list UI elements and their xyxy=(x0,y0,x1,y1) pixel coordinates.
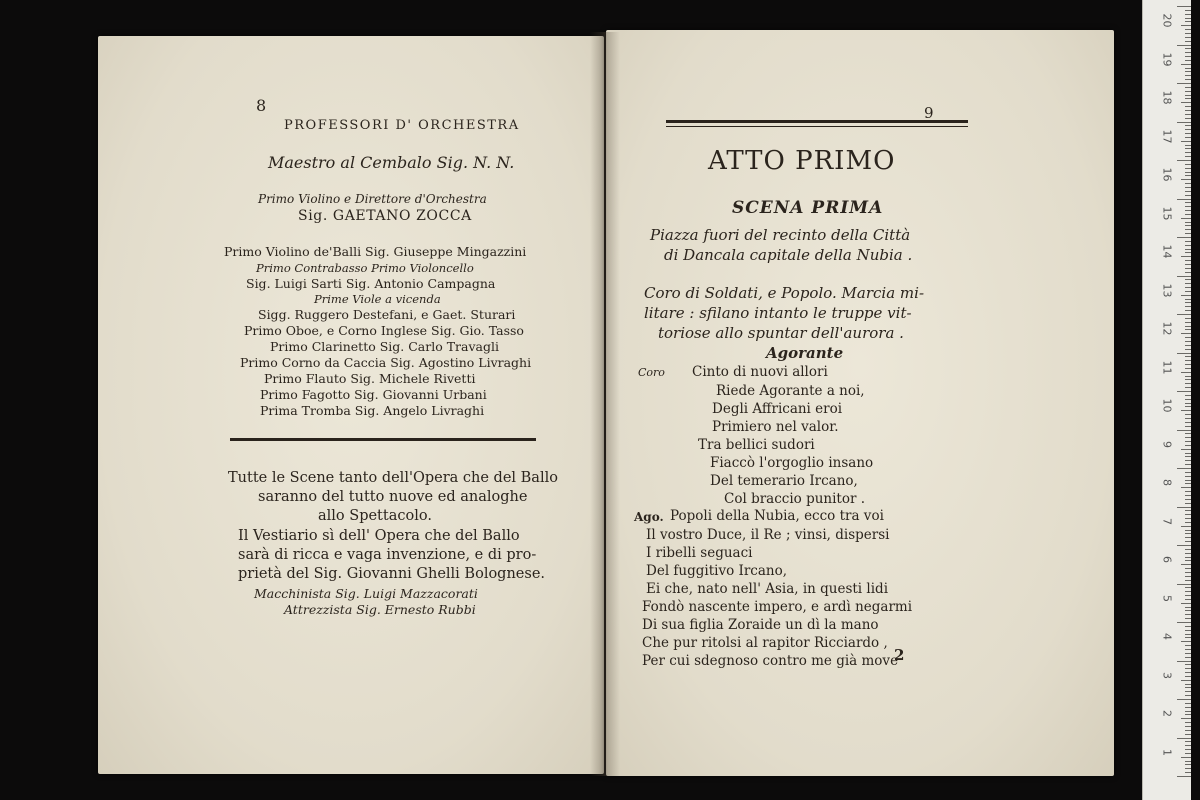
ruler-tick xyxy=(1185,260,1191,261)
divider-rule xyxy=(230,438,536,441)
ruler-tick xyxy=(1185,495,1191,496)
ruler-number: 6 xyxy=(1160,556,1174,563)
ruler-tick xyxy=(1185,772,1191,773)
ruler-number: 2 xyxy=(1160,710,1174,717)
verse-line: Riede Agorante a noi, xyxy=(716,383,865,399)
ruler-tick xyxy=(1185,326,1191,327)
ruler-number: 13 xyxy=(1160,283,1174,297)
ruler-tick xyxy=(1185,241,1191,242)
ruler-tick xyxy=(1185,91,1191,92)
ruler-tick xyxy=(1185,695,1191,696)
ruler-tick xyxy=(1185,591,1191,592)
ruler-number: 11 xyxy=(1160,360,1174,374)
ruler-tick xyxy=(1185,741,1191,742)
right-page xyxy=(606,30,1114,776)
ruler-number: 20 xyxy=(1160,13,1174,28)
speaker-ago: Ago. xyxy=(634,510,664,524)
ruler-tick xyxy=(1185,514,1191,515)
verse-line: Fiaccò l'orgoglio insano xyxy=(710,455,874,471)
header-rule xyxy=(666,120,968,123)
ruler-tick xyxy=(1185,730,1191,731)
ruler-tick xyxy=(1185,152,1191,153)
ruler-tick xyxy=(1181,680,1191,681)
verse-line: I ribelli seguaci xyxy=(646,545,753,561)
speaker-coro: Coro xyxy=(638,366,665,379)
ruler-tick xyxy=(1185,426,1191,427)
ruler-tick xyxy=(1185,745,1191,746)
orchestra-line: Sig. Luigi Sarti Sig. Antonio Campagna xyxy=(246,276,496,291)
ruler-tick xyxy=(1185,626,1191,627)
ruler-tick xyxy=(1185,672,1191,673)
ruler-tick xyxy=(1185,310,1191,311)
ruler-number: 7 xyxy=(1160,517,1174,525)
ruler-tick xyxy=(1185,572,1191,573)
ruler-tick xyxy=(1177,237,1191,238)
ruler-tick xyxy=(1185,403,1191,404)
page-number-left: 8 xyxy=(256,96,267,115)
ruler-tick xyxy=(1185,264,1191,265)
verse-line: Di sua figlia Zoraide un dì la mano xyxy=(642,617,879,633)
ruler-tick xyxy=(1185,568,1191,569)
ruler-tick xyxy=(1185,183,1191,184)
ruler-tick xyxy=(1181,64,1191,65)
ruler-tick xyxy=(1177,738,1191,739)
ruler-tick xyxy=(1185,329,1191,330)
verse-line: Del temerario Ircano, xyxy=(710,473,858,489)
ruler-tick xyxy=(1185,537,1191,538)
ruler-tick xyxy=(1185,106,1191,107)
ruler-tick xyxy=(1181,410,1191,411)
ruler-tick xyxy=(1185,60,1191,61)
ruler-tick xyxy=(1185,433,1191,434)
ruler-tick xyxy=(1185,164,1191,165)
ruler-tick xyxy=(1177,468,1191,469)
ruler-tick xyxy=(1185,726,1191,727)
scene-title: SCENA PRIMA xyxy=(732,198,884,218)
orchestra-line: Primo Contrabasso Primo Violoncello xyxy=(256,261,474,275)
ruler-tick xyxy=(1185,71,1191,72)
orchestra-line: Primo Oboe, e Corno Inglese Sig. Gio. Tasso xyxy=(244,323,524,338)
ruler-tick xyxy=(1185,233,1191,234)
primo-violino-name: Sig. GAETANO ZOCCA xyxy=(298,208,472,224)
ruler-tick xyxy=(1181,295,1191,296)
ruler-tick xyxy=(1185,68,1191,69)
ruler-number: 16 xyxy=(1160,167,1174,182)
ruler-tick xyxy=(1185,383,1191,384)
ruler-tick xyxy=(1185,587,1191,588)
ruler-tick xyxy=(1185,722,1191,723)
ruler-tick xyxy=(1185,191,1191,192)
stage-line: toriose allo spuntar dell'aurora . xyxy=(658,324,904,342)
ruler-tick xyxy=(1185,202,1191,203)
ruler-tick xyxy=(1185,464,1191,465)
ruler-tick xyxy=(1185,664,1191,665)
verse-line: Tra bellici sudori xyxy=(698,437,815,453)
orchestra-line: Primo Fagotto Sig. Giovanni Urbani xyxy=(260,387,487,402)
setting-line: Piazza fuori del recinto della Città xyxy=(650,226,911,244)
verse-line: Primiero nel valor. xyxy=(712,419,839,435)
ruler-tick xyxy=(1185,299,1191,300)
ruler-tick xyxy=(1185,399,1191,400)
ruler-tick xyxy=(1185,129,1191,130)
ruler-tick xyxy=(1177,430,1191,431)
ruler-number: 5 xyxy=(1160,594,1174,602)
ruler-tick xyxy=(1185,653,1191,654)
ruler-number: 17 xyxy=(1160,129,1174,143)
ruler-tick xyxy=(1185,287,1191,288)
notice-line: Macchinista Sig. Luigi Mazzacorati xyxy=(254,586,478,601)
ruler-tick xyxy=(1185,387,1191,388)
ruler-tick xyxy=(1177,699,1191,700)
notice-line: Il Vestiario sì dell' Opera che del Ballo xyxy=(238,528,520,544)
ruler-tick xyxy=(1185,337,1191,338)
ruler-tick xyxy=(1185,360,1191,361)
ruler-tick xyxy=(1185,48,1191,49)
ruler-tick xyxy=(1185,768,1191,769)
ruler-tick xyxy=(1185,279,1191,280)
ruler-number: 15 xyxy=(1160,206,1174,220)
ruler-number: 4 xyxy=(1160,633,1174,640)
ruler-tick xyxy=(1185,560,1191,561)
ruler-tick xyxy=(1185,156,1191,157)
ruler-tick xyxy=(1185,125,1191,126)
verse-line: Ei che, nato nell' Asia, in questi lidi xyxy=(646,581,889,597)
ruler-tick xyxy=(1185,349,1191,350)
ruler-tick xyxy=(1181,25,1191,26)
ruler-tick xyxy=(1185,645,1191,646)
ruler-tick xyxy=(1185,483,1191,484)
notice-line: saranno del tutto nuove ed analoghe xyxy=(258,489,528,505)
ruler-tick xyxy=(1185,734,1191,735)
setting-line: di Dancala capitale della Nubia . xyxy=(664,246,913,264)
ruler-number: 1 xyxy=(1160,748,1174,756)
ruler-tick xyxy=(1185,364,1191,365)
ruler-tick xyxy=(1185,75,1191,76)
ruler-tick xyxy=(1185,172,1191,173)
ruler-tick xyxy=(1185,175,1191,176)
ruler-tick xyxy=(1185,503,1191,504)
ruler-tick xyxy=(1185,676,1191,677)
ruler-tick xyxy=(1177,160,1191,161)
verse-line: Col braccio punitor . xyxy=(724,491,866,507)
ruler-tick xyxy=(1177,314,1191,315)
ruler-tick xyxy=(1181,641,1191,642)
ruler-tick xyxy=(1185,614,1191,615)
verse-line: Cinto di nuovi allori xyxy=(692,364,828,380)
ruler-tick xyxy=(1185,187,1191,188)
ruler-tick xyxy=(1185,476,1191,477)
ruler-tick xyxy=(1185,456,1191,457)
ruler-tick xyxy=(1185,252,1191,253)
ruler-tick xyxy=(1185,549,1191,550)
ruler-tick xyxy=(1185,148,1191,149)
primo-violino-title: Primo Violino e Direttore d'Orchestra xyxy=(258,192,487,206)
ruler-tick xyxy=(1185,98,1191,99)
ruler-tick xyxy=(1185,510,1191,511)
ruler-tick xyxy=(1185,33,1191,34)
ruler-tick xyxy=(1185,703,1191,704)
ruler-tick xyxy=(1177,6,1191,7)
stage-line: litare : sfilano intanto le truppe vit- xyxy=(644,304,912,322)
ruler-tick xyxy=(1185,480,1191,481)
ruler-tick xyxy=(1181,218,1191,219)
ruler-tick xyxy=(1185,18,1191,19)
ruler-tick xyxy=(1185,114,1191,115)
verse-line: Degli Affricani eroi xyxy=(712,401,843,417)
ruler-tick xyxy=(1185,764,1191,765)
act-title: ATTO PRIMO xyxy=(708,146,896,176)
notice-line: sarà di ricca e vaga invenzione, e di pro- xyxy=(238,547,537,563)
maestro-line: Maestro al Cembalo Sig. N. N. xyxy=(268,153,515,172)
ruler-tick xyxy=(1185,87,1191,88)
ruler-tick xyxy=(1185,499,1191,500)
ruler-tick xyxy=(1185,318,1191,319)
ruler-tick xyxy=(1185,533,1191,534)
ruler-tick xyxy=(1185,749,1191,750)
ruler-tick xyxy=(1185,657,1191,658)
ruler-tick xyxy=(1185,445,1191,446)
ruler-tick xyxy=(1185,229,1191,230)
ruler-tick xyxy=(1185,21,1191,22)
ruler-tick xyxy=(1185,379,1191,380)
ruler-number: 19 xyxy=(1160,52,1174,66)
book-gutter xyxy=(590,32,620,776)
orchestra-line: Primo Corno da Caccia Sig. Agostino Livraghi xyxy=(240,355,532,370)
ruler-tick xyxy=(1185,206,1191,207)
ruler-tick xyxy=(1185,245,1191,246)
ruler-tick xyxy=(1177,83,1191,84)
ruler-tick xyxy=(1185,302,1191,303)
ruler-tick xyxy=(1185,95,1191,96)
ruler-tick xyxy=(1185,322,1191,323)
ruler-tick xyxy=(1185,711,1191,712)
ruler-tick xyxy=(1185,607,1191,608)
header-rule-thin xyxy=(666,126,968,127)
ruler-tick xyxy=(1181,141,1191,142)
ruler-tick xyxy=(1185,168,1191,169)
ruler-tick xyxy=(1185,453,1191,454)
ruler-tick xyxy=(1185,14,1191,15)
ruler-tick xyxy=(1185,541,1191,542)
ruler-tick xyxy=(1185,283,1191,284)
ruler-tick xyxy=(1185,249,1191,250)
verse-line: Che pur ritolsi al rapitor Ricciardo , xyxy=(642,635,888,651)
ruler-tick xyxy=(1177,45,1191,46)
ruler-tick xyxy=(1185,707,1191,708)
orchestra-line: Sigg. Ruggero Destefani, e Gaet. Sturari xyxy=(258,307,516,322)
ruler-tick xyxy=(1181,718,1191,719)
ruler-number: 9 xyxy=(1160,440,1174,448)
ruler-tick xyxy=(1185,518,1191,519)
verse-line: Il vostro Duce, il Re ; vinsi, dispersi xyxy=(646,527,890,543)
verse-line: Fondò nascente impero, e ardì negarmi xyxy=(642,599,913,615)
ruler-tick xyxy=(1181,487,1191,488)
ruler-tick xyxy=(1181,449,1191,450)
ruler-tick xyxy=(1185,422,1191,423)
character-name: Agorante xyxy=(766,344,844,362)
ruler-tick xyxy=(1185,437,1191,438)
ruler-tick xyxy=(1185,306,1191,307)
orchestra-heading: PROFESSORI D' ORCHESTRA xyxy=(284,118,520,133)
ruler-tick xyxy=(1185,395,1191,396)
ruler-tick xyxy=(1185,118,1191,119)
verse-line: Per cui sdegnoso contro me già move xyxy=(642,653,899,669)
ruler-number: 14 xyxy=(1160,244,1174,259)
ruler-tick xyxy=(1185,630,1191,631)
ruler-tick xyxy=(1177,353,1191,354)
ruler-tick xyxy=(1177,545,1191,546)
ruler-tick xyxy=(1185,460,1191,461)
ruler-tick xyxy=(1185,649,1191,650)
ruler-tick xyxy=(1185,37,1191,38)
ruler-tick xyxy=(1185,618,1191,619)
orchestra-line: Primo Violino de'Balli Sig. Giuseppe Mingazzini xyxy=(224,244,527,259)
ruler-tick xyxy=(1185,668,1191,669)
ruler-tick xyxy=(1185,356,1191,357)
ruler-tick xyxy=(1185,79,1191,80)
page-number-right: 9 xyxy=(924,104,934,122)
ruler-number: 3 xyxy=(1160,671,1174,679)
ruler-tick xyxy=(1181,333,1191,334)
ruler-tick xyxy=(1185,530,1191,531)
ruler-tick xyxy=(1185,553,1191,554)
ruler-tick xyxy=(1181,526,1191,527)
ruler-tick xyxy=(1185,225,1191,226)
ruler-tick xyxy=(1185,291,1191,292)
ruler-tick xyxy=(1185,29,1191,30)
ruler-tick xyxy=(1177,507,1191,508)
notice-line: Tutte le Scene tanto dell'Opera che del Ballo xyxy=(228,470,558,486)
ruler-number: 12 xyxy=(1160,321,1174,336)
ruler-tick xyxy=(1185,41,1191,42)
ruler-tick xyxy=(1177,661,1191,662)
ruler-tick xyxy=(1185,691,1191,692)
ruler-number: 18 xyxy=(1160,90,1174,105)
ruler-tick xyxy=(1185,595,1191,596)
ruler-tick xyxy=(1185,10,1191,11)
ruler-tick xyxy=(1177,199,1191,200)
ruler-tick xyxy=(1185,714,1191,715)
ruler-tick xyxy=(1185,491,1191,492)
ruler-tick xyxy=(1185,110,1191,111)
ruler-tick xyxy=(1185,687,1191,688)
ruler-tick xyxy=(1185,418,1191,419)
ruler-tick xyxy=(1185,557,1191,558)
ruler-tick xyxy=(1185,472,1191,473)
ruler-tick xyxy=(1181,757,1191,758)
ruler-tick xyxy=(1185,376,1191,377)
orchestra-line: Prima Tromba Sig. Angelo Livraghi xyxy=(260,403,485,418)
notice-line: Attrezzista Sig. Ernesto Rubbi xyxy=(284,602,476,617)
ruler-tick xyxy=(1185,222,1191,223)
ruler-tick xyxy=(1185,195,1191,196)
ruler-tick xyxy=(1185,406,1191,407)
ruler-tick xyxy=(1181,256,1191,257)
ruler-tick xyxy=(1177,276,1191,277)
ruler-tick xyxy=(1185,52,1191,53)
ruler-tick xyxy=(1177,584,1191,585)
orchestra-line: Primo Clarinetto Sig. Carlo Travagli xyxy=(270,339,499,354)
verse-line: Del fuggitivo Ircano, xyxy=(646,563,788,579)
ruler-tick xyxy=(1185,210,1191,211)
ruler-tick xyxy=(1185,414,1191,415)
ruler-tick xyxy=(1185,599,1191,600)
ruler-tick xyxy=(1185,441,1191,442)
ruler-tick xyxy=(1185,368,1191,369)
ruler-tick xyxy=(1177,622,1191,623)
ruler-tick xyxy=(1185,272,1191,273)
ruler-tick xyxy=(1185,610,1191,611)
orchestra-line: Primo Flauto Sig. Michele Rivetti xyxy=(264,371,476,386)
ruler-tick xyxy=(1185,345,1191,346)
ruler-tick xyxy=(1185,637,1191,638)
notice-line: allo Spettacolo. xyxy=(318,508,432,524)
ruler-tick xyxy=(1181,603,1191,604)
ruler-tick xyxy=(1185,684,1191,685)
signature-mark: 2 xyxy=(894,646,905,664)
ruler-tick xyxy=(1177,776,1191,777)
ruler-tick xyxy=(1185,268,1191,269)
ruler-tick xyxy=(1181,179,1191,180)
ruler-tick xyxy=(1181,102,1191,103)
ruler-tick xyxy=(1177,391,1191,392)
ruler-tick xyxy=(1185,145,1191,146)
ruler-tick xyxy=(1177,122,1191,123)
notice-line: prietà del Sig. Giovanni Ghelli Bolognese. xyxy=(238,566,546,582)
ruler-tick xyxy=(1181,564,1191,565)
ruler-tick xyxy=(1185,580,1191,581)
ruler-tick xyxy=(1185,753,1191,754)
ruler-tick xyxy=(1185,56,1191,57)
orchestra-line: Prime Viole a vicenda xyxy=(314,292,441,306)
ruler-tick xyxy=(1185,214,1191,215)
ruler-tick xyxy=(1185,341,1191,342)
stage-line: Coro di Soldati, e Popolo. Marcia mi- xyxy=(644,284,925,302)
ruler-tick xyxy=(1185,576,1191,577)
ruler-number: 10 xyxy=(1160,398,1174,413)
ruler-tick xyxy=(1185,133,1191,134)
ruler-number: 8 xyxy=(1160,479,1174,486)
measurement-ruler xyxy=(1142,0,1191,800)
verse-line: Popoli della Nubia, ecco tra voi xyxy=(670,508,884,524)
ruler-tick xyxy=(1181,372,1191,373)
ruler-tick xyxy=(1185,634,1191,635)
ruler-tick xyxy=(1185,522,1191,523)
left-page xyxy=(98,36,604,774)
ruler-tick xyxy=(1185,137,1191,138)
ruler-tick xyxy=(1185,761,1191,762)
